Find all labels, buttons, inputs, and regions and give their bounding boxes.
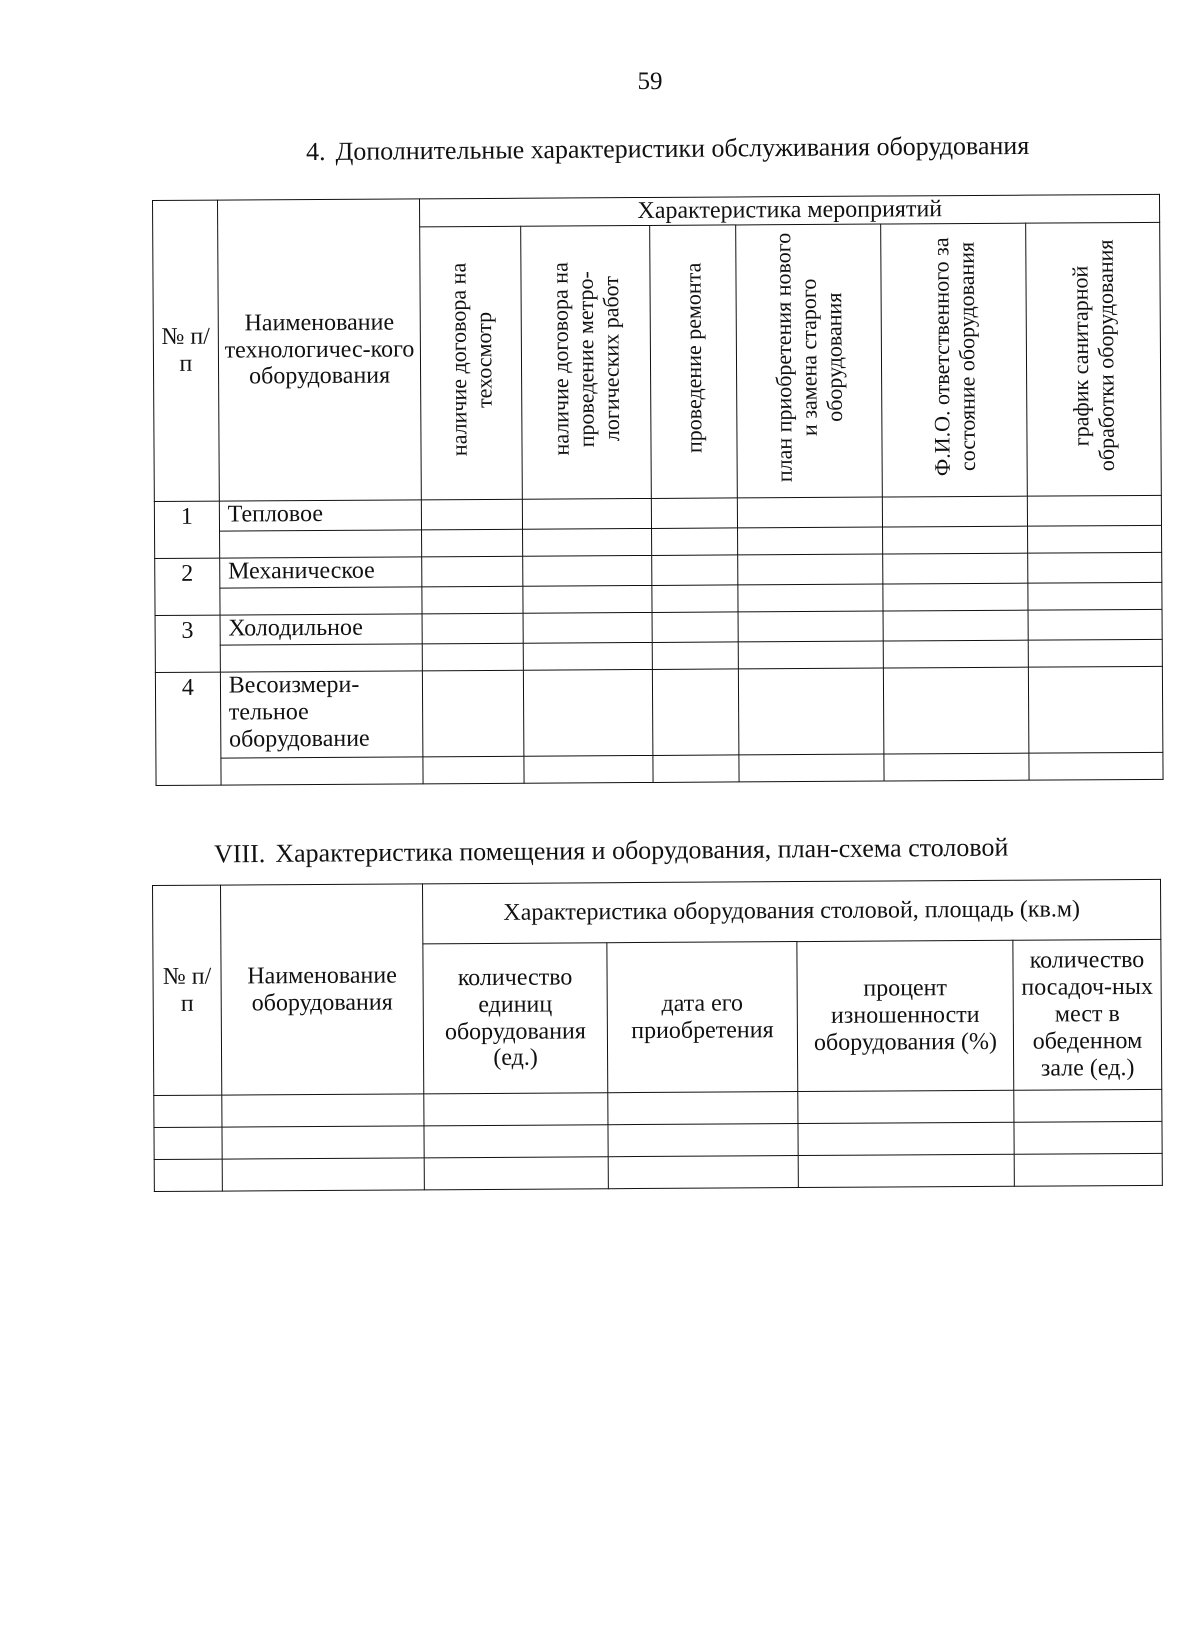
header-equipment-name: Наименование технологичес-кого оборудования: [217, 199, 421, 501]
header-col-replacement-plan: план приобретения нового и замена старого оборудования: [735, 224, 882, 498]
row-name: Тепловое: [219, 500, 422, 531]
table-row: [154, 1153, 1162, 1191]
equipment-maintenance-table: [152, 194, 1164, 786]
table-row: [155, 666, 1163, 758]
page-number: 59: [637, 68, 663, 95]
dining-equipment-table: [152, 879, 1163, 1192]
section-8-number: VIII.: [213, 839, 266, 869]
header-activities-group: Характеристика мероприятий: [420, 194, 1160, 226]
row-num: 2: [155, 558, 220, 615]
header-equipment-name: Наименование оборудования: [221, 884, 424, 1095]
header-col-purchase-date: дата его приобретения: [607, 942, 798, 1093]
header-num: № п/п: [153, 885, 222, 1095]
header-col-seats: количество посадоч-ных мест в обеденном зале (ед.): [1013, 939, 1162, 1090]
header-dining-group: Характеристика оборудования столовой, площадь (кв.м): [422, 879, 1160, 944]
section-8-heading: [214, 833, 1009, 870]
row-name: Механическое: [219, 557, 422, 588]
header-col-metrology-contract: наличие договора на проведение метро-логических работ: [520, 225, 651, 499]
section-4-heading: [306, 131, 1029, 167]
section-8-title: Характеристика помещения и оборудования, план-схема столовой: [275, 832, 1009, 868]
header-col-inspection-contract: наличие договора на техосмотр: [420, 226, 522, 500]
section-4-title: Дополнительные характеристики обслуживания оборудования: [335, 130, 1030, 166]
header-col-responsible-person: Ф.И.О. ответственного за состояние оборудования: [881, 223, 1028, 497]
header-col-repair: проведение ремонта: [650, 225, 737, 499]
row-num: 3: [155, 615, 220, 672]
header-col-wear-percent: процент изношенности оборудования (%): [797, 940, 1014, 1091]
section-4-number: 4.: [305, 136, 326, 167]
header-num: № п/п: [153, 200, 220, 501]
header-col-quantity: количество единиц оборудования (ед.): [423, 943, 608, 1094]
row-num: 1: [154, 501, 219, 558]
row-num: 4: [155, 672, 220, 785]
row-name: Весоизмери-тельное оборудование: [220, 671, 423, 758]
row-name: Холодильное: [220, 614, 423, 645]
header-col-sanitation-schedule: график санитарной обработки оборудования: [1026, 222, 1161, 496]
